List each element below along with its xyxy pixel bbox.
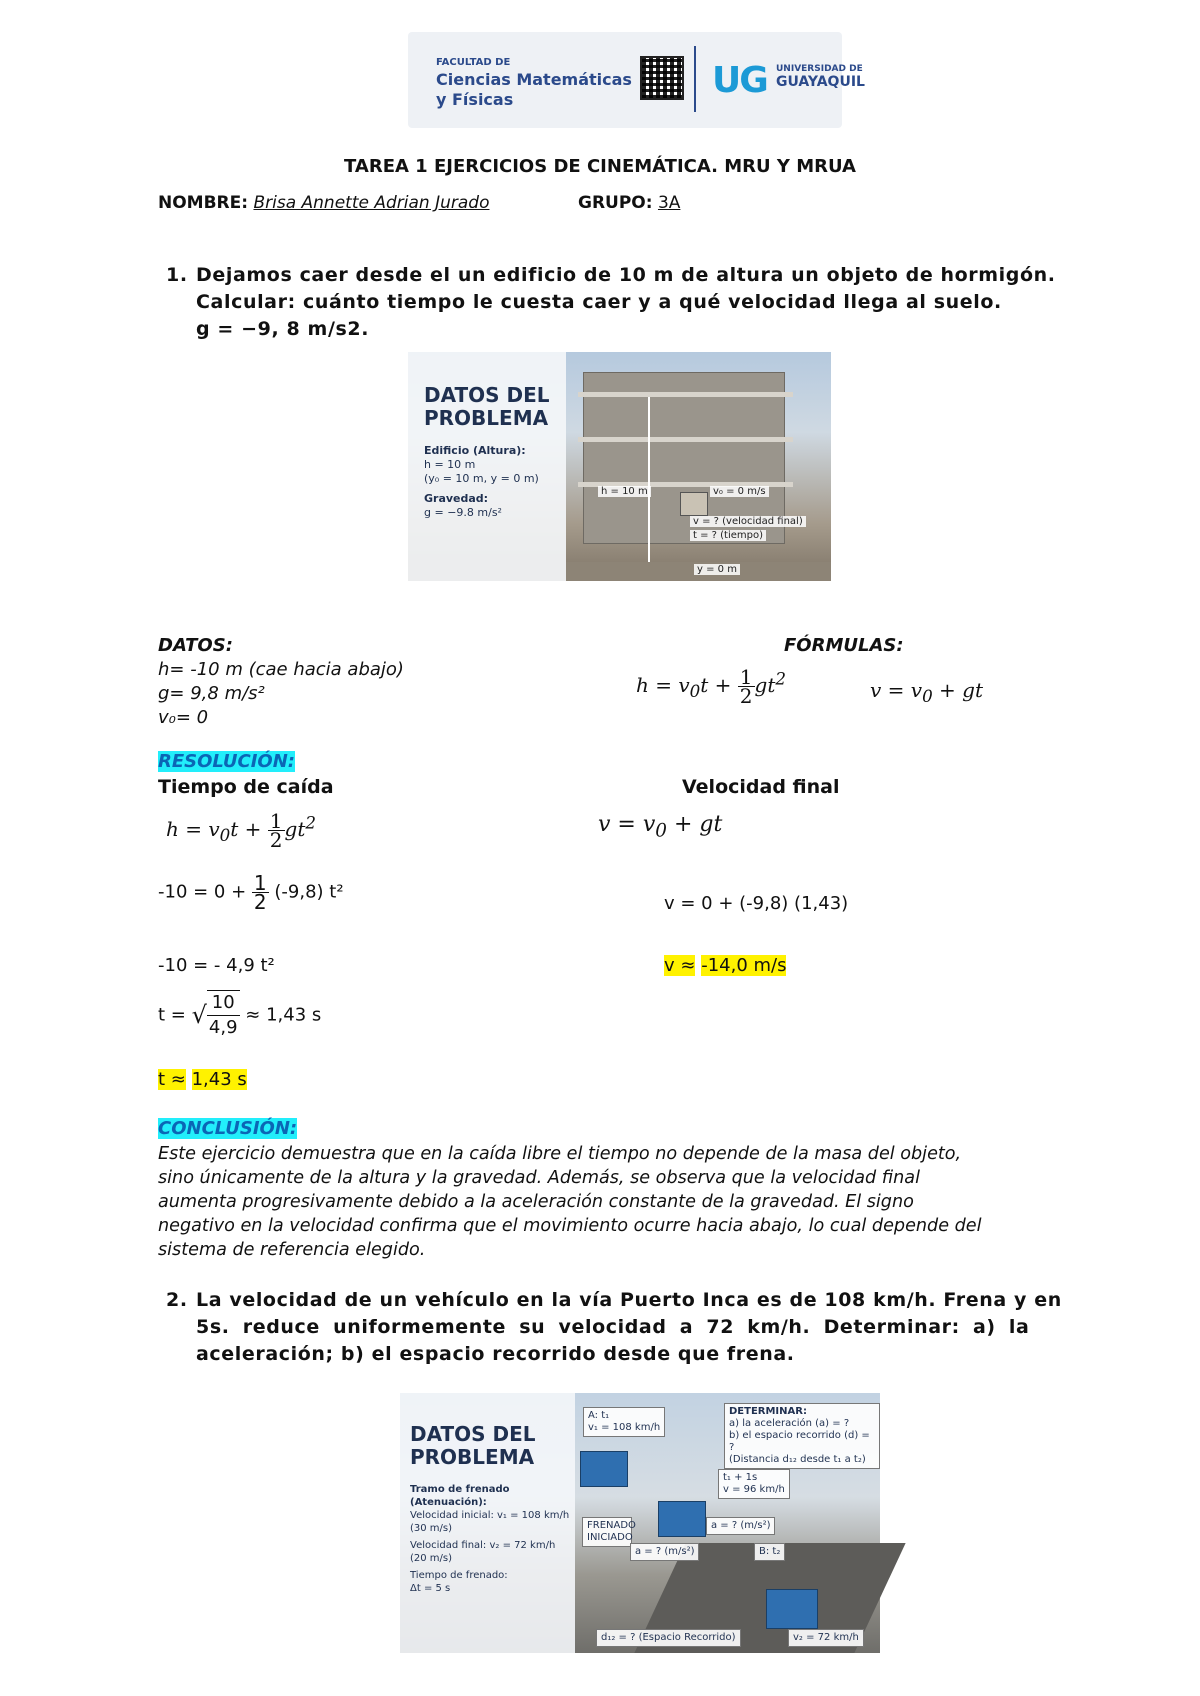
group-info <box>578 193 680 213</box>
image-data-text <box>410 1483 575 1595</box>
image-data-text <box>424 444 539 520</box>
acceleration-label: a = ? (m/s²) <box>706 1517 775 1535</box>
image-text-line: (20 m/s) <box>410 1553 453 1564</box>
university-name <box>776 63 865 89</box>
image-text-line: Velocidad final: v₂ = 72 km/h <box>410 1540 556 1551</box>
exercise-1-line-3: g = −9, 8 m/s2. <box>196 318 370 340</box>
image-building-label: Edificio (Altura): <box>424 444 526 457</box>
braking-label: FRENADO INICIADO <box>582 1517 632 1547</box>
image-gravity-label: Gravedad: <box>424 492 489 505</box>
image-text-line: (30 m/s) <box>410 1523 453 1534</box>
image-title-line-1: DATOS DEL <box>410 1422 536 1446</box>
concrete-block <box>680 492 708 516</box>
time-step-3-left: t = <box>158 1004 186 1026</box>
image-title <box>410 1423 536 1469</box>
student-info <box>158 193 489 213</box>
velocidad-heading: Velocidad final <box>682 776 840 798</box>
group-value: 3A <box>657 193 681 213</box>
determine-box: DETERMINAR: a) la aceleración (a) = ? b) el espacio recorrido (d) = ? (Distancia d₁₂ desde t₁ a t₂) <box>724 1403 880 1469</box>
datos-section <box>158 634 558 730</box>
velocity-result-value: -14,0 m/s <box>701 955 787 976</box>
image-text-line: Tiempo de frenado: <box>410 1570 508 1581</box>
formula-position-step: $h = v_0t$ + $\frac{1}{2}$ $gt^2$ <box>166 809 316 852</box>
time-step-1-right: (-9,8) t² <box>274 881 344 903</box>
final-velocity-label: v₂ = 72 km/h <box>788 1629 864 1647</box>
image-gravity: g = −9.8 m/s² <box>424 506 502 519</box>
truck-icon <box>766 1589 818 1629</box>
exercise-1-image <box>408 352 831 581</box>
time-step-3 <box>158 990 321 1040</box>
floor-slab <box>578 437 793 442</box>
height-arrow <box>648 397 650 562</box>
exercise-1-statement <box>166 262 1104 343</box>
exercise-1-number: 1. <box>166 264 188 286</box>
image-title-line-2: PROBLEMA <box>410 1445 535 1469</box>
midpoint-label: t₁ + 1s v = 96 km/h <box>718 1469 790 1499</box>
tiempo-heading: Tiempo de caída <box>158 776 334 798</box>
faculty-name <box>436 70 632 110</box>
faculty-label: FACULTAD DE <box>436 57 511 68</box>
image-data-panel <box>400 1393 575 1653</box>
tag-height: h = 10 m <box>598 486 651 497</box>
distance-label: d₁₂ = ? (Espacio Recorrido) <box>596 1629 741 1647</box>
name-value: Brisa Annette Adrian Jurado <box>253 193 490 213</box>
time-step-3-right: ≈ 1,43 s <box>245 1004 322 1026</box>
sqrt-icon: √ <box>191 1001 207 1029</box>
floor-slab <box>578 392 793 397</box>
conclusion-text <box>158 1142 1118 1262</box>
one-half-fraction: $\frac{1}{2}$ <box>253 871 267 914</box>
time-step-1 <box>158 871 344 914</box>
image-height: h = 10 m <box>424 458 476 471</box>
exercise-1-line-2: Calcular: cuánto tiempo le cuesta caer y a qué velocidad llega al suelo. <box>196 291 1002 313</box>
tag-time: t = ? (tiempo) <box>690 530 766 541</box>
image-title-line-1: DATOS DEL <box>424 383 550 407</box>
conclusion-line: negativo en la velocidad confirma que el movimiento ocurre hacia abajo, lo cual depende del <box>158 1216 982 1236</box>
conclusion-line: aumenta progresivamente debido a la aceleración constante de la gravedad. El signo <box>158 1192 914 1212</box>
conclusion-line: sistema de referencia elegido. <box>158 1240 426 1260</box>
exercise-2-image <box>400 1393 880 1653</box>
image-text-line: Tramo de frenado (Atenuación): <box>410 1484 510 1508</box>
point-a-label: A: t₁ v₁ = 108 km/h <box>583 1407 665 1437</box>
time-result <box>158 1069 247 1090</box>
velocity-result-prefix: v ≈ <box>664 955 696 976</box>
university-logo: UG <box>712 60 767 101</box>
datos-item: g= 9,8 m/s² <box>158 683 265 704</box>
formula-position: $h = v_0t$ + $\frac{1}{2}$ $gt^2$ <box>636 665 786 708</box>
image-data-panel <box>408 352 566 581</box>
formula-velocity: $v = v_0$ + gt <box>870 678 983 706</box>
velocity-step-1: v = 0 + (-9,8) (1,43) <box>664 893 849 914</box>
time-result-value: 1,43 s <box>191 1069 247 1090</box>
image-text-line: Velocidad inicial: v₁ = 108 km/h <box>410 1510 570 1521</box>
exercise-2-statement <box>166 1287 1104 1368</box>
exercise-2-line-2: 5s. reduce uniformemente su velocidad a 72 km/h. Determinar: a) la <box>196 1316 1030 1338</box>
exercise-2-number: 2. <box>166 1289 188 1311</box>
velocity-result <box>664 955 786 976</box>
conclusion-line: sino únicamente de la altura y la gravedad. Además, se observa que la velocidad final <box>158 1168 920 1188</box>
name-label: NOMBRE: <box>158 193 249 213</box>
sqrt-fraction: $\frac{10}{4,9}$ <box>208 992 238 1038</box>
conclusion-label: CONCLUSIÓN: <box>158 1118 298 1139</box>
tag-ground: y = 0 m <box>694 564 740 575</box>
tag-initial-velocity: v₀ = 0 m/s <box>710 486 769 497</box>
formulas-label: FÓRMULAS: <box>784 635 904 656</box>
time-step-1-left: -10 = 0 + <box>158 881 247 903</box>
exercise-1-line-1: Dejamos caer desde el un edificio de 10 m de altura un objeto de hormigón. <box>196 264 1056 286</box>
header-divider <box>694 46 696 112</box>
resolucion-label: RESOLUCIÓN: <box>158 751 295 772</box>
header-banner <box>408 32 865 128</box>
tag-final-velocity: v = ? (velocidad final) <box>690 516 806 527</box>
time-result-prefix: t ≈ <box>158 1069 186 1090</box>
exercise-2-line-3: aceleración; b) el espacio recorrido desde que frena. <box>196 1343 795 1365</box>
qr-code-icon <box>640 56 684 100</box>
datos-item: v₀= 0 <box>158 707 209 728</box>
faculty-line-1: Ciencias Matemáticas <box>436 70 632 89</box>
exercise-2-line-1: La velocidad de un vehículo en la vía Puerto Inca es de 108 km/h. Frena y en <box>196 1289 1062 1311</box>
datos-label: DATOS: <box>158 635 233 656</box>
truck-icon <box>658 1501 706 1537</box>
faculty-line-2: y Físicas <box>436 90 514 109</box>
point-b-label: B: t₂ <box>754 1543 785 1561</box>
acceleration-label-2: a = ? (m/s²) <box>630 1543 699 1561</box>
image-title <box>424 384 550 430</box>
image-positions: (y₀ = 10 m, y = 0 m) <box>424 472 539 485</box>
conclusion-line: Este ejercicio demuestra que en la caída libre el tiempo no depende de la masa del objeto, <box>158 1144 962 1164</box>
time-step-2: -10 = - 4,9 t² <box>158 955 275 976</box>
image-title-line-2: PROBLEMA <box>424 406 549 430</box>
group-label: GRUPO: <box>578 193 653 213</box>
datos-item: h= -10 m (cae hacia abajo) <box>158 659 404 680</box>
university-line-2: GUAYAQUIL <box>776 74 865 90</box>
university-line-1: UNIVERSIDAD DE <box>776 64 863 74</box>
image-text-line: Δt = 5 s <box>410 1583 451 1594</box>
page-title: TAREA 1 EJERCICIOS DE CINEMÁTICA. MRU Y MRUA <box>344 156 856 177</box>
truck-icon <box>580 1451 628 1487</box>
formula-velocity-step: $v = v_0$ + gt <box>598 812 723 842</box>
